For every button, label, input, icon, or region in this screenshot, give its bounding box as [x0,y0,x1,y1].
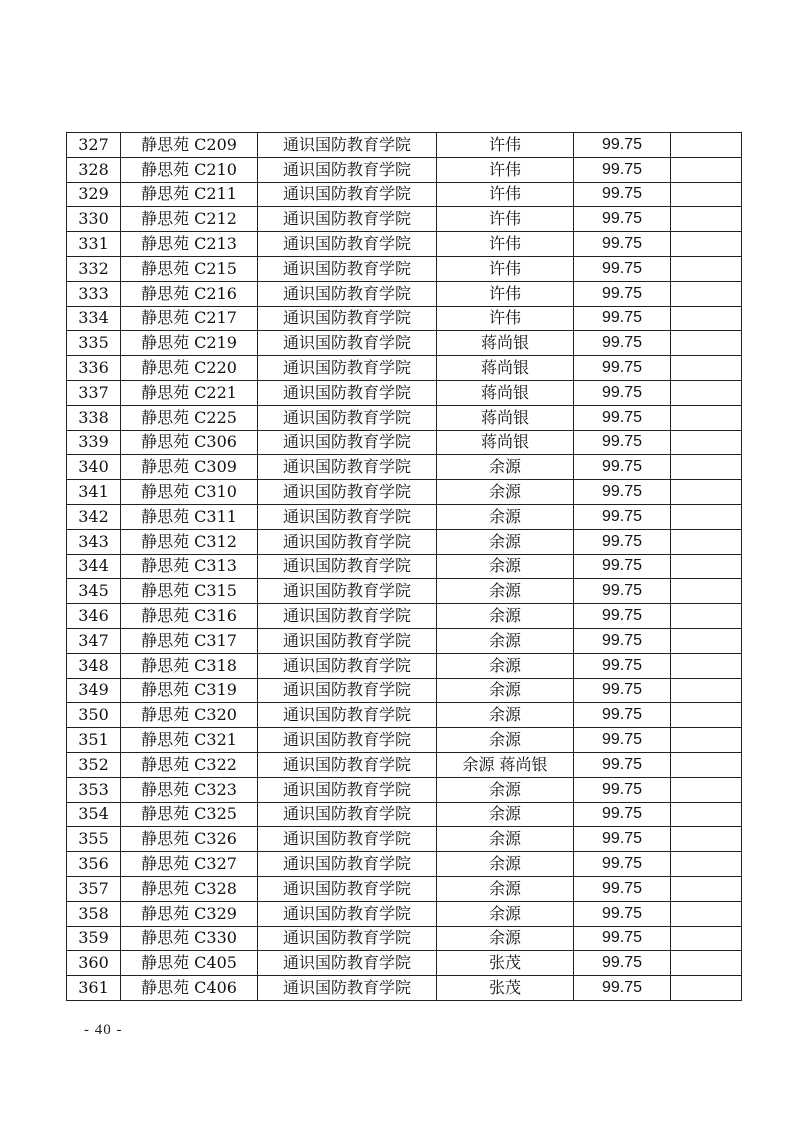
score-cell: 99.75 [574,232,671,257]
person-in-charge-cell: 余源 [437,827,574,852]
table-row [67,430,742,455]
table-row [67,529,742,554]
note-cell [671,405,742,430]
college-cell: 通识国防教育学院 [258,356,437,381]
table-row [67,455,742,480]
college-cell: 通识国防教育学院 [258,678,437,703]
person-in-charge-cell: 余源 [437,529,574,554]
dorm-room-cell: 静思苑 C220 [121,356,258,381]
row-number-cell: 330 [67,207,121,232]
score-cell: 99.75 [574,529,671,554]
person-in-charge-cell: 许伟 [437,232,574,257]
row-number-cell: 340 [67,455,121,480]
note-cell [671,281,742,306]
row-number-cell: 328 [67,157,121,182]
note-cell [671,604,742,629]
college-cell: 通识国防教育学院 [258,405,437,430]
dorm-room-cell: 静思苑 C329 [121,901,258,926]
college-cell: 通识国防教育学院 [258,232,437,257]
note-cell [671,331,742,356]
table-row [67,182,742,207]
score-cell: 99.75 [574,728,671,753]
note-cell [671,380,742,405]
note-cell [671,480,742,505]
dorm-room-cell: 静思苑 C213 [121,232,258,257]
row-number-cell: 359 [67,926,121,951]
table-row [67,678,742,703]
note-cell [671,901,742,926]
table-row [67,207,742,232]
college-cell: 通识国防教育学院 [258,430,437,455]
score-cell: 99.75 [574,455,671,480]
person-in-charge-cell: 蒋尚银 [437,430,574,455]
dorm-room-cell: 静思苑 C310 [121,480,258,505]
score-cell: 99.75 [574,554,671,579]
college-cell: 通识国防教育学院 [258,281,437,306]
row-number-cell: 344 [67,554,121,579]
score-cell: 99.75 [574,405,671,430]
college-cell: 通识国防教育学院 [258,554,437,579]
note-cell [671,207,742,232]
row-number-cell: 337 [67,380,121,405]
table-row [67,232,742,257]
score-cell: 99.75 [574,256,671,281]
score-cell: 99.75 [574,480,671,505]
person-in-charge-cell: 余源 [437,777,574,802]
college-cell: 通识国防教育学院 [258,728,437,753]
table-row [67,951,742,976]
table-row [67,703,742,728]
dorm-room-cell: 静思苑 C311 [121,504,258,529]
person-in-charge-cell: 余源 [437,504,574,529]
dorm-room-cell: 静思苑 C322 [121,752,258,777]
note-cell [671,232,742,257]
dorm-score-table [66,132,742,1001]
dorm-room-cell: 静思苑 C225 [121,405,258,430]
score-cell: 99.75 [574,157,671,182]
score-cell: 99.75 [574,182,671,207]
row-number-cell: 352 [67,752,121,777]
table-row [67,405,742,430]
note-cell [671,628,742,653]
table-row [67,281,742,306]
row-number-cell: 329 [67,182,121,207]
score-cell: 99.75 [574,579,671,604]
college-cell: 通识国防教育学院 [258,182,437,207]
score-cell: 99.75 [574,604,671,629]
score-cell: 99.75 [574,703,671,728]
college-cell: 通识国防教育学院 [258,901,437,926]
note-cell [671,678,742,703]
college-cell: 通识国防教育学院 [258,976,437,1001]
row-number-cell: 355 [67,827,121,852]
table-row [67,926,742,951]
dorm-room-cell: 静思苑 C323 [121,777,258,802]
dorm-room-cell: 静思苑 C211 [121,182,258,207]
person-in-charge-cell: 张茂 [437,951,574,976]
dorm-room-cell: 静思苑 C210 [121,157,258,182]
person-in-charge-cell: 蒋尚银 [437,356,574,381]
note-cell [671,802,742,827]
person-in-charge-cell: 余源 [437,901,574,926]
college-cell: 通识国防教育学院 [258,876,437,901]
score-cell: 99.75 [574,752,671,777]
person-in-charge-cell: 余源 [437,876,574,901]
note-cell [671,554,742,579]
person-in-charge-cell: 许伟 [437,182,574,207]
table-row [67,133,742,158]
person-in-charge-cell: 余源 [437,852,574,877]
person-in-charge-cell: 余源 [437,728,574,753]
row-number-cell: 331 [67,232,121,257]
note-cell [671,951,742,976]
table-row [67,852,742,877]
table-row [67,802,742,827]
score-cell: 99.75 [574,951,671,976]
row-number-cell: 336 [67,356,121,381]
college-cell: 通识国防教育学院 [258,802,437,827]
row-number-cell: 345 [67,579,121,604]
person-in-charge-cell: 张茂 [437,976,574,1001]
note-cell [671,133,742,158]
row-number-cell: 338 [67,405,121,430]
score-cell: 99.75 [574,306,671,331]
person-in-charge-cell: 许伟 [437,306,574,331]
score-cell: 99.75 [574,133,671,158]
row-number-cell: 349 [67,678,121,703]
score-cell: 99.75 [574,777,671,802]
table-row [67,579,742,604]
college-cell: 通识国防教育学院 [258,480,437,505]
score-cell: 99.75 [574,653,671,678]
dorm-room-cell: 静思苑 C317 [121,628,258,653]
note-cell [671,976,742,1001]
table-row [67,256,742,281]
row-number-cell: 350 [67,703,121,728]
note-cell [671,430,742,455]
table-row [67,876,742,901]
dorm-room-cell: 静思苑 C318 [121,653,258,678]
row-number-cell: 346 [67,604,121,629]
dorm-room-cell: 静思苑 C326 [121,827,258,852]
score-cell: 99.75 [574,926,671,951]
person-in-charge-cell: 余源 [437,455,574,480]
row-number-cell: 327 [67,133,121,158]
note-cell [671,852,742,877]
score-cell: 99.75 [574,827,671,852]
dorm-room-cell: 静思苑 C320 [121,703,258,728]
table-row [67,653,742,678]
row-number-cell: 335 [67,331,121,356]
table-row [67,728,742,753]
score-cell: 99.75 [574,852,671,877]
dorm-room-cell: 静思苑 C309 [121,455,258,480]
dorm-room-cell: 静思苑 C215 [121,256,258,281]
note-cell [671,504,742,529]
row-number-cell: 354 [67,802,121,827]
college-cell: 通识国防教育学院 [258,777,437,802]
person-in-charge-cell: 许伟 [437,256,574,281]
note-cell [671,827,742,852]
person-in-charge-cell: 余源 [437,554,574,579]
dorm-room-cell: 静思苑 C328 [121,876,258,901]
row-number-cell: 358 [67,901,121,926]
row-number-cell: 334 [67,306,121,331]
person-in-charge-cell: 许伟 [437,133,574,158]
person-in-charge-cell: 余源 [437,653,574,678]
college-cell: 通识国防教育学院 [258,926,437,951]
table-row [67,380,742,405]
note-cell [671,653,742,678]
score-cell: 99.75 [574,281,671,306]
person-in-charge-cell: 余源 [437,579,574,604]
dorm-room-cell: 静思苑 C330 [121,926,258,951]
score-cell: 99.75 [574,356,671,381]
dorm-room-cell: 静思苑 C319 [121,678,258,703]
dorm-room-cell: 静思苑 C406 [121,976,258,1001]
person-in-charge-cell: 蒋尚银 [437,331,574,356]
score-cell: 99.75 [574,901,671,926]
person-in-charge-cell: 余源 [437,802,574,827]
dorm-room-cell: 静思苑 C316 [121,604,258,629]
row-number-cell: 339 [67,430,121,455]
college-cell: 通识国防教育学院 [258,455,437,480]
table-row [67,356,742,381]
table-row [67,480,742,505]
college-cell: 通识国防教育学院 [258,256,437,281]
college-cell: 通识国防教育学院 [258,951,437,976]
person-in-charge-cell: 蒋尚银 [437,380,574,405]
row-number-cell: 343 [67,529,121,554]
note-cell [671,728,742,753]
dorm-room-cell: 静思苑 C212 [121,207,258,232]
college-cell: 通识国防教育学院 [258,703,437,728]
table-row [67,504,742,529]
person-in-charge-cell: 余源 [437,678,574,703]
row-number-cell: 351 [67,728,121,753]
row-number-cell: 357 [67,876,121,901]
person-in-charge-cell: 许伟 [437,157,574,182]
dorm-room-cell: 静思苑 C216 [121,281,258,306]
table-row [67,827,742,852]
score-cell: 99.75 [574,678,671,703]
score-cell: 99.75 [574,430,671,455]
table-row [67,976,742,1001]
score-cell: 99.75 [574,628,671,653]
table-row [67,752,742,777]
note-cell [671,876,742,901]
score-cell: 99.75 [574,976,671,1001]
college-cell: 通识国防教育学院 [258,504,437,529]
person-in-charge-cell: 余源 蒋尚银 [437,752,574,777]
score-cell: 99.75 [574,802,671,827]
table-row [67,901,742,926]
score-cell: 99.75 [574,380,671,405]
table-row [67,604,742,629]
college-cell: 通识国防教育学院 [258,380,437,405]
score-cell: 99.75 [574,876,671,901]
dorm-room-cell: 静思苑 C313 [121,554,258,579]
row-number-cell: 342 [67,504,121,529]
page-number: - 40 - [84,1022,123,1038]
college-cell: 通识国防教育学院 [258,157,437,182]
score-cell: 99.75 [574,207,671,232]
college-cell: 通识国防教育学院 [258,207,437,232]
college-cell: 通识国防教育学院 [258,852,437,877]
person-in-charge-cell: 余源 [437,628,574,653]
college-cell: 通识国防教育学院 [258,752,437,777]
dorm-room-cell: 静思苑 C405 [121,951,258,976]
dorm-room-cell: 静思苑 C327 [121,852,258,877]
table-row [67,331,742,356]
note-cell [671,356,742,381]
college-cell: 通识国防教育学院 [258,653,437,678]
note-cell [671,256,742,281]
row-number-cell: 353 [67,777,121,802]
row-number-cell: 333 [67,281,121,306]
person-in-charge-cell: 余源 [437,480,574,505]
dorm-room-cell: 静思苑 C221 [121,380,258,405]
row-number-cell: 332 [67,256,121,281]
person-in-charge-cell: 许伟 [437,281,574,306]
note-cell [671,579,742,604]
college-cell: 通识国防教育学院 [258,604,437,629]
college-cell: 通识国防教育学院 [258,529,437,554]
person-in-charge-cell: 余源 [437,926,574,951]
college-cell: 通识国防教育学院 [258,306,437,331]
dorm-room-cell: 静思苑 C325 [121,802,258,827]
table-row [67,306,742,331]
row-number-cell: 341 [67,480,121,505]
note-cell [671,182,742,207]
college-cell: 通识国防教育学院 [258,827,437,852]
dorm-room-cell: 静思苑 C315 [121,579,258,604]
row-number-cell: 348 [67,653,121,678]
row-number-cell: 360 [67,951,121,976]
note-cell [671,703,742,728]
dorm-room-cell: 静思苑 C321 [121,728,258,753]
table-body [67,133,742,1001]
note-cell [671,777,742,802]
person-in-charge-cell: 蒋尚银 [437,405,574,430]
dorm-room-cell: 静思苑 C312 [121,529,258,554]
score-cell: 99.75 [574,504,671,529]
row-number-cell: 347 [67,628,121,653]
note-cell [671,306,742,331]
note-cell [671,926,742,951]
table-row [67,628,742,653]
note-cell [671,529,742,554]
note-cell [671,157,742,182]
table-row [67,157,742,182]
dorm-room-cell: 静思苑 C217 [121,306,258,331]
dorm-room-cell: 静思苑 C306 [121,430,258,455]
college-cell: 通识国防教育学院 [258,628,437,653]
person-in-charge-cell: 余源 [437,703,574,728]
dorm-room-cell: 静思苑 C219 [121,331,258,356]
table-row [67,777,742,802]
table-row [67,554,742,579]
score-cell: 99.75 [574,331,671,356]
note-cell [671,752,742,777]
person-in-charge-cell: 余源 [437,604,574,629]
college-cell: 通识国防教育学院 [258,579,437,604]
college-cell: 通识国防教育学院 [258,133,437,158]
dorm-room-cell: 静思苑 C209 [121,133,258,158]
college-cell: 通识国防教育学院 [258,331,437,356]
row-number-cell: 361 [67,976,121,1001]
note-cell [671,455,742,480]
row-number-cell: 356 [67,852,121,877]
person-in-charge-cell: 许伟 [437,207,574,232]
